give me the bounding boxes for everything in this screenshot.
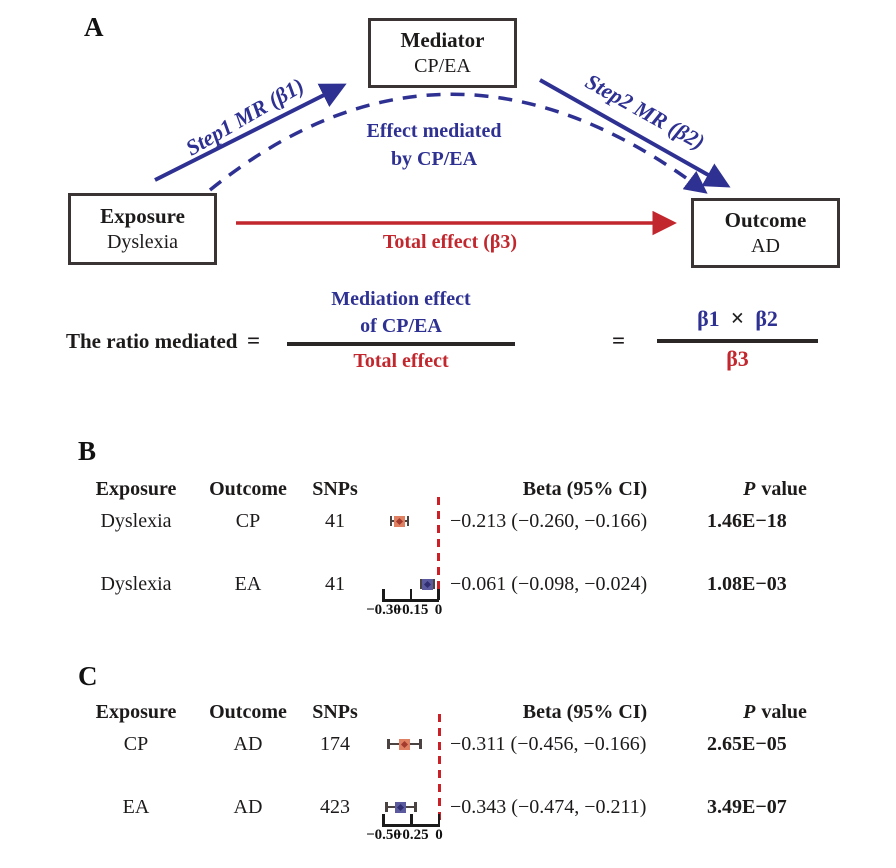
axis-tick-label: −0.30 bbox=[366, 602, 401, 618]
zero-refline bbox=[437, 497, 440, 600]
ci-cap-left bbox=[387, 739, 390, 749]
total-effect-label: Total effect (β3) bbox=[382, 231, 518, 253]
axis-tick bbox=[437, 589, 440, 600]
header-exposure: Exposure bbox=[95, 701, 177, 723]
axis-tick bbox=[382, 814, 385, 825]
panel-a-label: A bbox=[84, 12, 104, 42]
axis-tick-label: 0 bbox=[434, 602, 443, 618]
cell-snps: 41 bbox=[325, 573, 345, 595]
beta-point-core bbox=[424, 580, 431, 587]
axis-tick-label: −0.50 bbox=[366, 827, 401, 843]
ci-cap-left bbox=[385, 802, 388, 812]
formula-fraction-1 bbox=[287, 286, 515, 373]
formula-fraction-2 bbox=[657, 301, 818, 372]
cell-beta-ci: −0.311 (−0.456, −0.166) bbox=[450, 733, 647, 755]
fraction2-numerator bbox=[657, 301, 818, 337]
formula-lhs: The ratio mediated bbox=[66, 329, 238, 353]
ci-cap-right bbox=[433, 579, 436, 589]
cell-p-value: 1.08E−03 bbox=[707, 573, 787, 595]
mediator-subtitle: CP/EA bbox=[414, 54, 471, 77]
multiply-sign: × bbox=[730, 306, 745, 332]
forest-c-header-row bbox=[0, 699, 896, 725]
cell-outcome: CP bbox=[235, 510, 261, 532]
table-row bbox=[0, 571, 896, 597]
outcome-title: Outcome bbox=[724, 208, 807, 233]
cell-snps: 41 bbox=[325, 510, 345, 532]
beta2-symbol: β2 bbox=[755, 306, 778, 331]
cell-snps: 423 bbox=[320, 796, 350, 818]
formula-equals-2: = bbox=[612, 328, 626, 353]
cell-p-value: 3.49E−07 bbox=[707, 796, 787, 818]
mediated-effect-label bbox=[334, 117, 534, 173]
step2-arrow-label: Step2 MR (β2) bbox=[581, 68, 710, 155]
header-snps: SNPs bbox=[312, 478, 358, 500]
header-exposure: Exposure bbox=[95, 478, 177, 500]
cell-p-value: 2.65E−05 bbox=[707, 733, 787, 755]
axis-tick bbox=[410, 589, 413, 600]
cell-outcome: AD bbox=[233, 796, 263, 818]
cell-outcome: AD bbox=[233, 733, 263, 755]
axis-tick-label: −0.15 bbox=[393, 602, 429, 618]
header-beta-ci: Beta (95% CI) bbox=[522, 478, 648, 500]
fraction2-bar bbox=[657, 339, 818, 343]
header-beta-ci: Beta (95% CI) bbox=[522, 701, 648, 723]
table-row bbox=[0, 508, 896, 534]
exposure-subtitle: Dyslexia bbox=[106, 230, 179, 253]
header-outcome: Outcome bbox=[209, 701, 287, 723]
axis-tick bbox=[438, 814, 441, 825]
cell-beta-ci: −0.213 (−0.260, −0.166) bbox=[450, 510, 648, 532]
header-p-value bbox=[710, 699, 840, 725]
table-row bbox=[0, 731, 896, 757]
axis-tick bbox=[410, 814, 413, 825]
panel-b-label: B bbox=[78, 436, 97, 466]
header-p-italic: P bbox=[743, 478, 756, 500]
beta3-symbol: β3 bbox=[726, 346, 749, 371]
header-p-italic: P bbox=[743, 701, 756, 723]
header-p-value bbox=[710, 476, 840, 502]
formula-equals-1: = bbox=[247, 328, 261, 353]
fraction1-numerator-line1: Mediation effect bbox=[331, 288, 471, 310]
beta-point bbox=[399, 739, 410, 750]
ci-cap-left bbox=[390, 516, 393, 526]
mediated-effect-line2: by CP/EA bbox=[390, 148, 478, 170]
cell-beta-ci: −0.343 (−0.474, −0.211) bbox=[450, 796, 647, 818]
mediator-box bbox=[368, 18, 517, 88]
outcome-box bbox=[691, 198, 840, 268]
header-p-rest: value bbox=[761, 701, 807, 723]
fraction1-bar bbox=[287, 342, 515, 346]
mediated-effect-line1: Effect mediated bbox=[366, 120, 502, 142]
beta1-symbol: β1 bbox=[697, 306, 720, 331]
panel-c-label: C bbox=[78, 661, 98, 691]
cell-snps: 174 bbox=[320, 733, 350, 755]
cell-exposure: CP bbox=[123, 733, 149, 755]
header-p-rest: value bbox=[761, 478, 807, 500]
header-snps: SNPs bbox=[312, 701, 358, 723]
forest-b-header-row bbox=[0, 476, 896, 502]
table-row bbox=[0, 794, 896, 820]
beta-point-core bbox=[401, 740, 408, 747]
beta-point-core bbox=[397, 803, 404, 810]
header-outcome: Outcome bbox=[209, 478, 287, 500]
step1-arrow-label: Step1 MR (β1) bbox=[181, 72, 309, 161]
cell-exposure: Dyslexia bbox=[100, 573, 172, 595]
zero-refline bbox=[438, 714, 441, 825]
beta-point bbox=[422, 579, 433, 590]
fraction1-numerator-line2: of CP/EA bbox=[360, 315, 442, 337]
beta-point bbox=[394, 516, 405, 527]
ci-cap-right bbox=[414, 802, 417, 812]
beta-point-core bbox=[396, 517, 403, 524]
cell-beta-ci: −0.061 (−0.098, −0.024) bbox=[450, 573, 648, 595]
ci-cap-right bbox=[407, 516, 410, 526]
exposure-title: Exposure bbox=[100, 204, 185, 229]
ci-cap-right bbox=[419, 739, 422, 749]
axis-tick bbox=[382, 589, 385, 600]
outcome-subtitle: AD bbox=[751, 234, 780, 257]
mediator-title: Mediator bbox=[400, 28, 485, 53]
axis-tick-label: 0 bbox=[435, 827, 443, 843]
cell-exposure: Dyslexia bbox=[100, 510, 172, 532]
fraction1-denominator: Total effect bbox=[353, 350, 449, 372]
cell-outcome: EA bbox=[234, 573, 262, 595]
exposure-box bbox=[68, 193, 217, 265]
cell-p-value: 1.46E−18 bbox=[707, 510, 787, 532]
cell-exposure: EA bbox=[122, 796, 150, 818]
beta-point bbox=[395, 802, 406, 813]
axis-tick-label: −0.25 bbox=[393, 827, 429, 843]
